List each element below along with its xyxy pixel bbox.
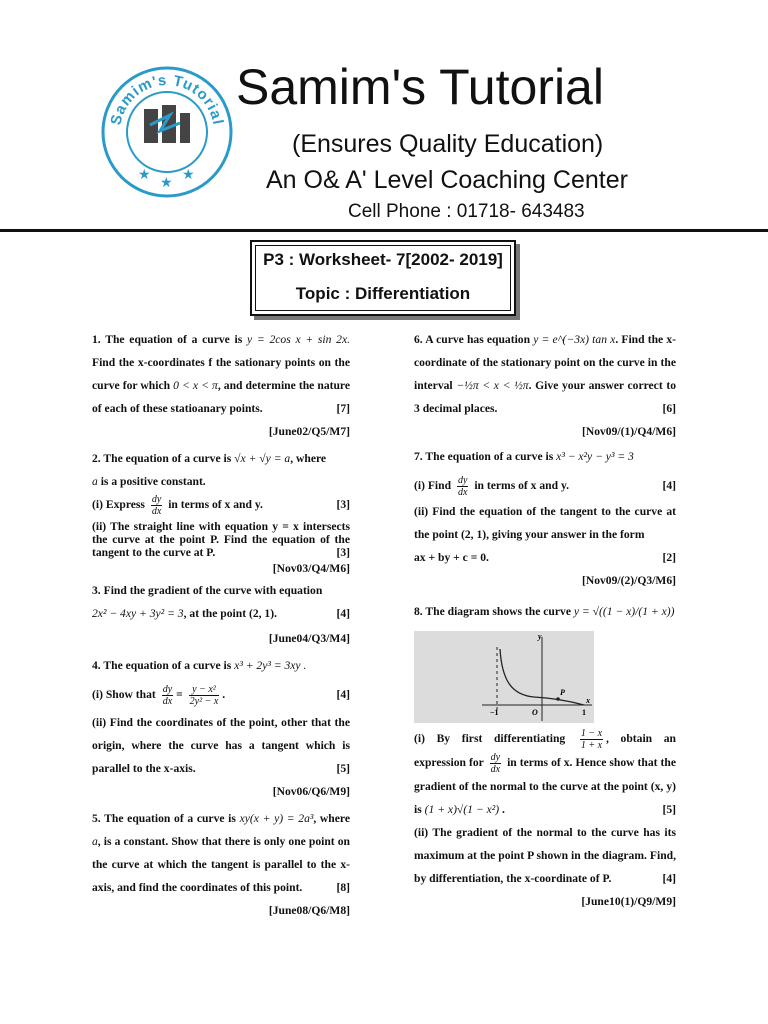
question-6: 6. A curve has equation y = e^(−3x) tan x. Find the x-coordinate of the stationary point on the curve in the interval −½π < x < ½π. Give your answer correct to 3 decimal places. [6] [414, 333, 677, 415]
right-column [414, 328, 676, 913]
svg-text:★: ★ [160, 175, 173, 191]
worksheet-title-box [250, 240, 516, 316]
star-icon [138, 167, 195, 191]
question-8: 8. The diagram shows the curve y = √((1 − x)/(1 + x)) [414, 604, 675, 618]
curve-diagram [414, 631, 594, 723]
question-8-ref: [June10(1)/Q9/M9] [581, 894, 676, 908]
worksheet-title: P3 : Worksheet- 7[2002- 2019] [263, 250, 503, 269]
question-5-ref: [June08/Q6/M8] [268, 903, 350, 917]
question-7-part-i: (i) Find $\frac{dy}{dx}$ in terms of x and y. [4] [414, 474, 676, 498]
question-4-part-i: (i) Show that $\frac{dy}{dx}$ = $\frac{\text{y − x²}}{\text{2y² − x}}$ . [4] [92, 683, 350, 707]
svg-text:★: ★ [182, 167, 195, 183]
x-label: x [586, 695, 590, 705]
left-column [92, 328, 350, 922]
question-2: 2. The equation of a curve is √x + √y = a, where a is a positive constant. [92, 452, 327, 488]
svg-text:★: ★ [138, 167, 151, 183]
center-description: An O& A' Level Coaching Center [266, 166, 628, 194]
question-1: 1. The equation of a curve is y = 2cos x + sin 2x. Find the x-coordinates f the sationary points on the curve for which 0 < x < π, and determine the nature of each of these statioanary points. [7] [92, 333, 351, 415]
one-label: 1 [582, 707, 586, 717]
question-8-part-i: (i) By first differentiating $\frac{1 - x}{1 + x}$ , obtain an expression for $\frac{dy}{dx}$ in terms of x. Hence show that the gradient of the normal to the curve at the point (x, y) is (1 + x)√(1 − x²) . [5] [414, 727, 676, 816]
point-p [556, 697, 560, 701]
question-4-part-ii: (ii) Find the coordinates of the point, other that the origin, where the curve has a tangent which is parallel to the x-axis. [5] [92, 715, 350, 775]
question-3-ref: [June04/Q3/M4] [268, 631, 350, 645]
p-label: P [560, 687, 565, 697]
question-1-ref: [June02/Q5/M7] [268, 425, 350, 438]
question-5: 5. The equation of a curve is xy(x + y) = 2a³, where a, is a constant. Show that there is only one point on the curve at which the tangent is parallel to the x-axis, and find the coordinates of this point. [8] [92, 811, 350, 894]
tagline: (Ensures Quality Education) [292, 130, 604, 158]
question-7-ref: [Nov09/(2)/Q3/M6] [581, 573, 676, 587]
question-4: 4. The equation of a curve is x³ + 2y³ = 3xy . [92, 658, 307, 672]
topic-title: Topic : Differentiation [295, 284, 471, 303]
tutorial-logo [100, 65, 234, 199]
question-2-ref: [Nov03/Q4/M6] [272, 561, 350, 575]
question-7-part-ii: (ii) Find the equation of the tangent to the curve at the point (2, 1), giving your answer in the form ax + by + c = 0. [2] [414, 504, 676, 564]
question-2-part-i: (i) Express $\frac{dy}{dx}$ in terms of x and y. [3] [92, 493, 350, 517]
origin-label: O [532, 707, 538, 717]
question-8-part-ii: (ii) The gradient of the normal to the curve has its maximum at the point P shown in the diagram. Find, by differentiation, the x-coordinate of P. [4] [414, 825, 676, 885]
question-6-ref: [Nov09/(1)/Q4/M6] [581, 425, 676, 438]
question-3: 3. Find the gradient of the curve with equation 2x² − 4xy + 3y² = 3, at the point (2, 1). [4] [92, 583, 350, 620]
svg-text:Samim's Tutorial: Samim's Tutorial [107, 71, 227, 127]
y-label: y [538, 631, 542, 641]
neg-one-label: −1 [490, 707, 499, 717]
question-7: 7. The equation of a curve is x³ − x²y − y³ = 3 [414, 450, 634, 463]
question-4-ref: [Nov06/Q6/M9] [272, 784, 350, 798]
header-divider [0, 229, 768, 232]
phone-number: Cell Phone : 01718- 643483 [348, 201, 585, 222]
question-2-part-ii: (ii) The straight line with equation y = x intersects the curve at the point P. Find the equation of the tangent to the curve at P. [3] [92, 519, 350, 559]
brand-name: Samim's Tutorial [236, 59, 604, 115]
book-icon [144, 105, 190, 143]
